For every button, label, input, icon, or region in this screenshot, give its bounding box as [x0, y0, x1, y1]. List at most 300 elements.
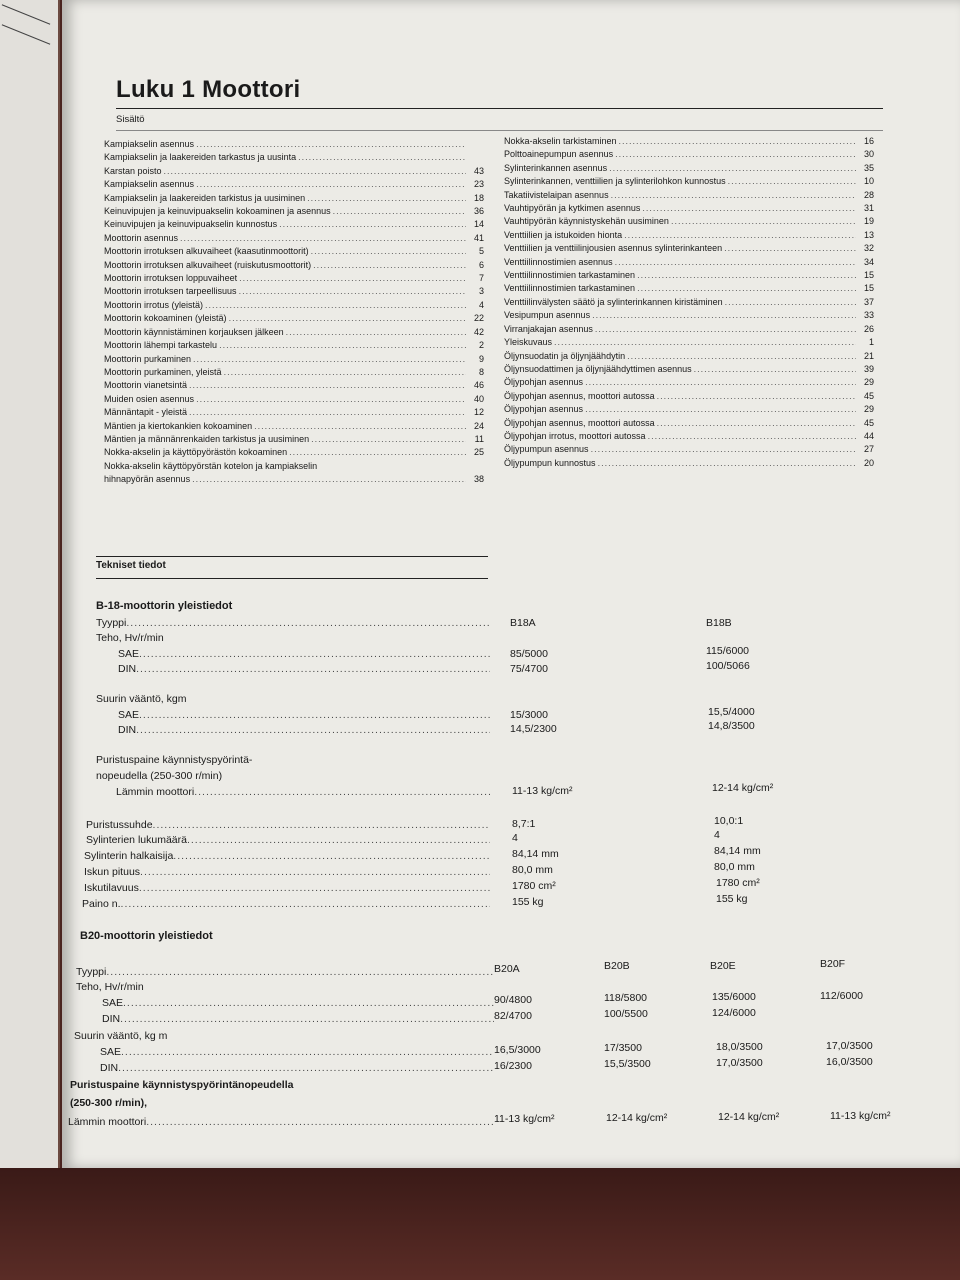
b20-torque-sae-b: 17/3500	[604, 1042, 642, 1054]
facing-page-rule	[2, 24, 51, 44]
b20-heading: B20-moottorin yleistiedot	[80, 930, 213, 942]
toc-entry-label: Öljypohjan asennus	[504, 377, 584, 388]
toc-leader-dots	[611, 189, 856, 202]
b18-bore-label: Sylinterin halkaisija	[84, 850, 174, 862]
b20-torque-sae-label: SAE	[100, 1046, 122, 1058]
toc-entry-page: 36	[473, 206, 484, 217]
b20-type-row	[76, 966, 494, 978]
toc-entry	[504, 229, 874, 242]
toc-entry-page: 27	[863, 444, 874, 455]
b20-torque-sae-e: 18,0/3500	[716, 1041, 763, 1053]
toc-entry-page: 1	[868, 337, 874, 348]
toc-entry	[504, 430, 874, 443]
b18-torque-sae-a: 15/3000	[510, 709, 548, 721]
toc-leader-dots	[289, 446, 466, 459]
toc-entry-page: 18	[473, 192, 484, 203]
toc-leader-dots	[286, 326, 466, 339]
toc-leader-dots	[193, 353, 466, 366]
toc-entry	[104, 339, 484, 352]
toc-entry-label: Polttoainepumpun asennus	[504, 149, 614, 160]
toc-leader-dots	[224, 366, 466, 379]
toc-entry	[104, 205, 484, 218]
toc-entry-page: 9	[478, 353, 484, 364]
toc-entry-page: 16	[863, 136, 874, 146]
b18-power-sae-a: 85/5000	[510, 648, 548, 660]
b18-ratio-row	[86, 819, 490, 831]
toc-entry-label: Takatiivistelaipan asennus	[504, 189, 609, 200]
toc-entry-page: 8	[478, 366, 484, 377]
toc-leader-dots	[239, 285, 466, 298]
b20-din-label: DIN	[102, 1013, 121, 1025]
toc-leader-dots	[657, 390, 856, 403]
toc-leader-dots	[192, 473, 466, 486]
toc-entry-label: Kampiakselin ja laakereiden tarkistus ja uusiminen	[104, 192, 306, 203]
toc-entry	[504, 269, 874, 282]
b18-weight-label: Paino n.	[82, 898, 121, 910]
b20-compression-row	[68, 1116, 494, 1128]
toc-leader-dots	[196, 138, 466, 151]
b20-compression-e: 12-14 kg/cm²	[718, 1111, 780, 1123]
toc-entry	[504, 215, 874, 228]
toc-entry-label: Moottorin asennus	[104, 232, 179, 243]
b18-torque-sae-label: SAE	[118, 709, 140, 721]
toc-entry-label: Yleiskuvaus	[504, 337, 553, 348]
b18-cylinders-row	[86, 834, 490, 846]
toc-leader-dots	[196, 393, 466, 406]
toc-leader-dots	[595, 323, 856, 336]
toc-entry	[104, 393, 484, 406]
toc-entry-page: 11	[474, 433, 484, 444]
b18-power-label: Teho, Hv/r/min	[96, 632, 164, 644]
toc-entry-label: Venttiilien ja venttiilinjousien asennus sylinterinkanteen	[504, 243, 723, 254]
b18-compression-b: 12-14 kg/cm²	[712, 782, 774, 794]
toc-entry-label: Mäntien ja kiertokankien kokoaminen	[104, 420, 253, 431]
toc-entry	[504, 323, 874, 336]
toc-leader-dots	[609, 162, 856, 175]
toc-entry	[504, 175, 874, 188]
toc-entry-label: Mäntien ja männänrenkaiden tarkistus ja uusiminen	[104, 433, 310, 444]
toc-entry-label: Moottorin irrotus (yleistä)	[104, 299, 204, 310]
toc-entry-page: 32	[863, 243, 874, 254]
b18-stroke-b: 80,0 mm	[714, 861, 755, 873]
toc-entry	[504, 376, 874, 389]
b20-torque-din-e: 17,0/3500	[716, 1057, 763, 1069]
b18-warm-engine-label: Lämmin moottori	[116, 786, 195, 798]
toc-entry-label: Sylinterinkannen asennus	[504, 162, 608, 173]
b18-cylinders-b: 4	[714, 829, 720, 841]
toc-leader-dots	[637, 269, 856, 282]
toc-entry	[104, 232, 484, 245]
b18-compression-label-1: Puristuspaine käynnistyspyörintä-	[96, 754, 253, 766]
toc-entry-page: 37	[863, 296, 874, 307]
b18-cylinders-a: 4	[512, 832, 518, 844]
toc-entry-page: 24	[473, 420, 484, 431]
toc-entry	[104, 192, 484, 205]
toc-entry	[504, 135, 874, 148]
toc-leader-dots	[307, 192, 466, 205]
toc-leader-dots	[615, 148, 856, 161]
toc-entry-label: Moottorin kokoaminen (yleistä)	[104, 313, 227, 324]
b20-power-din-e: 124/6000	[712, 1007, 756, 1019]
table-surface	[0, 1168, 960, 1280]
toc-entry-label: Muiden osien asennus	[104, 393, 195, 404]
toc-right-column	[504, 135, 874, 470]
toc-entry-label: Öljypohjan asennus, moottori autossa	[504, 417, 655, 428]
toc-entry-label: Nokka-akselin ja käyttöpyörästön kokoaminen	[104, 447, 288, 458]
toc-entry	[104, 259, 484, 272]
b18-sae-label: SAE	[118, 648, 140, 660]
b20-torque-label: Suurin vääntö, kg m	[74, 1030, 168, 1042]
toc-entry-label: Moottorin vianetsintä	[104, 380, 188, 391]
toc-entry-label: Keinuvipujen ja keinuvipuakselin kunnostus	[104, 219, 278, 230]
b18-weight-a: 155 kg	[512, 896, 544, 908]
b18-model-b: B18B	[706, 617, 732, 629]
toc-entry	[104, 366, 484, 379]
toc-entry-page: 39	[863, 363, 874, 374]
toc-entry	[504, 148, 874, 161]
toc-entry-page: 21	[863, 350, 874, 361]
toc-leader-dots	[298, 151, 466, 164]
toc-entry-page: 3	[478, 286, 484, 297]
toc-leader-dots	[624, 229, 856, 242]
toc-entry-page: 29	[863, 404, 874, 415]
b20-power-sae-f: 112/6000	[820, 990, 864, 1002]
toc-leader-dots	[585, 403, 856, 416]
toc-entry-page: 44	[863, 430, 874, 441]
toc-entry	[504, 417, 874, 430]
toc-entry	[104, 473, 484, 486]
toc-entry	[104, 420, 484, 433]
toc-entry-label: Moottorin purkaminen	[104, 353, 192, 364]
toc-entry	[504, 390, 874, 403]
toc-entry	[504, 309, 874, 322]
toc-entry-label: Öljypohjan asennus, moottori autossa	[504, 390, 655, 401]
b20-power-sae-b: 118/5800	[604, 992, 648, 1004]
b20-power-din-a: 82/4700	[494, 1010, 532, 1022]
toc-leader-dots	[724, 242, 856, 255]
toc-entry	[504, 189, 874, 202]
facing-page-edge	[0, 0, 60, 1180]
toc-entry-label: Öljypohjan irrotus, moottori autossa	[504, 430, 646, 441]
toc-entry-page: 35	[863, 162, 874, 173]
toc-entry-label: Öljypumpun kunnostus	[504, 457, 596, 468]
toc-entry-label: Öljypohjan asennus	[504, 404, 584, 415]
b18-ratio-b: 10,0:1	[714, 815, 744, 827]
section-rule-top	[96, 556, 488, 557]
toc-leader-dots	[205, 299, 466, 312]
toc-entry-label: Moottorin irrotuksen tarpeellisuus	[104, 286, 237, 297]
toc-entry	[504, 443, 874, 456]
toc-entry	[504, 242, 874, 255]
toc-leader-dots	[333, 205, 466, 218]
toc-entry-label: Moottorin irrotuksen alkuvaiheet (ruiskutusmoottorit)	[104, 259, 312, 270]
toc-leader-dots	[196, 178, 466, 191]
b18-ratio-label: Puristussuhde	[86, 819, 153, 831]
toc-entry-page: 31	[863, 203, 874, 214]
toc-leader-dots	[189, 406, 466, 419]
toc-leader-dots	[648, 430, 856, 443]
b18-ratio-a: 8,7:1	[512, 818, 536, 830]
toc-entry-page: 25	[473, 447, 484, 458]
toc-entry-label: Öljynsuodatin ja öljynjäähdytin	[504, 350, 626, 361]
toc-entry	[104, 379, 484, 392]
toc-leader-dots	[313, 259, 466, 272]
toc-entry	[104, 285, 484, 298]
b18-bore-row	[84, 850, 490, 862]
b18-compression-row	[116, 786, 490, 798]
toc-entry	[104, 312, 484, 325]
toc-leader-dots	[554, 336, 856, 349]
toc-entry	[504, 457, 874, 470]
toc-leader-dots	[671, 215, 856, 228]
toc-entry-label: Venttiilinvälysten säätö ja sylinterinkannen kiristäminen	[504, 296, 723, 307]
toc-leader-dots	[311, 245, 466, 258]
toc-entry-label: Kampiakselin asennus	[104, 179, 195, 190]
toc-leader-dots	[728, 175, 856, 188]
toc-leader-dots	[164, 165, 466, 178]
b18-heading: B-18-moottorin yleistiedot	[96, 600, 233, 612]
b18-torque-sae-row	[118, 709, 490, 721]
b18-din-label: DIN	[118, 663, 137, 675]
b20-power-label: Teho, Hv/r/min	[76, 981, 144, 993]
toc-leader-dots	[591, 443, 856, 456]
b18-displacement-a: 1780 cm²	[512, 880, 556, 892]
toc-entry-page: 19	[863, 216, 874, 227]
b18-weight-row	[82, 898, 490, 910]
b18-torque-din-row	[118, 724, 490, 736]
b18-compression-label-2: nopeudella (250-300 r/min)	[96, 770, 223, 782]
toc-entry	[104, 406, 484, 419]
toc-entry	[104, 299, 484, 312]
toc-leader-dots	[637, 282, 856, 295]
b20-torque-din-b: 15,5/3500	[604, 1058, 651, 1070]
b18-stroke-label: Iskun pituus	[84, 866, 141, 878]
toc-entry	[504, 403, 874, 416]
specs-section-title: Tekniset tiedot	[96, 560, 166, 571]
b18-power-sae-row	[118, 648, 490, 660]
toc-entry-page: 46	[473, 380, 484, 391]
toc-entry	[104, 138, 484, 151]
toc-leader-dots	[694, 363, 856, 376]
toc-entry-page: 30	[863, 149, 874, 160]
b20-torque-din-f: 16,0/3500	[826, 1056, 873, 1068]
chapter-title: Luku 1 Moottori	[116, 76, 301, 103]
b20-torque-din-label: DIN	[100, 1062, 119, 1074]
toc-entry-page: 26	[863, 323, 874, 334]
toc-entry-page: 12	[473, 407, 484, 418]
toc-entry	[504, 202, 874, 215]
b18-torque-label: Suurin vääntö, kgm	[96, 693, 187, 705]
toc-leader-dots	[254, 420, 466, 433]
toc-entry	[104, 326, 484, 339]
toc-entry	[504, 162, 874, 175]
toc-leader-dots	[229, 312, 466, 325]
b18-compression-a: 11-13 kg/cm²	[512, 785, 573, 797]
toc-entry-page: 15	[863, 270, 874, 281]
toc-entry-page: 23	[473, 179, 484, 190]
toc-entry	[104, 460, 484, 473]
b18-power-din-a: 75/4700	[510, 663, 548, 675]
toc-leader-dots	[619, 135, 856, 148]
b18-cylinders-label: Sylinterien lukumäärä	[86, 834, 187, 846]
toc-entry-page: 10	[863, 176, 874, 187]
section-rule-bottom	[96, 578, 488, 579]
toc-left-column	[104, 138, 484, 487]
toc-entry-label: Moottorin käynnistäminen korjauksen jälkeen	[104, 326, 284, 337]
toc-entry	[104, 165, 484, 178]
toc-entry-label: Venttiilinnostimien asennus	[504, 256, 613, 267]
toc-entry-label: Venttiilinnostimien tarkastaminen	[504, 270, 636, 281]
toc-entry-label: Moottorin irrotuksen alkuvaiheet (kaasutinmoottorit)	[104, 246, 309, 257]
toc-entry-label: Nokka-akselin tarkistaminen	[504, 136, 617, 146]
toc-entry-page: 14	[473, 219, 484, 230]
b18-stroke-row	[84, 866, 490, 878]
b18-model-a: B18A	[510, 617, 536, 629]
toc-entry-page: 45	[863, 417, 874, 428]
toc-entry	[504, 296, 874, 309]
toc-entry-page: 13	[863, 229, 874, 240]
b18-weight-b: 155 kg	[716, 893, 748, 905]
b20-warm-engine-label: Lämmin moottori	[68, 1116, 147, 1128]
toc-entry-label: Karstan poisto	[104, 165, 162, 176]
toc-entry	[104, 446, 484, 459]
toc-entry-label: Kampiakselin asennus	[104, 139, 195, 149]
toc-leader-dots	[585, 376, 856, 389]
toc-entry	[104, 245, 484, 258]
toc-entry-label: Moottorin lähempi tarkastelu	[104, 340, 218, 351]
toc-entry	[104, 218, 484, 231]
b18-displacement-b: 1780 cm²	[716, 877, 760, 889]
toc-entry-label: Keinuvipujen ja keinuvipuakselin kokoaminen ja asennus	[104, 206, 331, 217]
toc-entry-page: 22	[473, 313, 484, 324]
toc-entry-label: Männäntapit - yleistä	[104, 407, 188, 418]
toc-entry-label: Öljypumpun asennus	[504, 444, 589, 455]
toc-entry-page: 34	[863, 256, 874, 267]
b20-model-a: B20A	[494, 963, 520, 975]
b20-power-sae-row	[102, 997, 494, 1009]
toc-leader-dots	[189, 379, 466, 392]
b20-compression-label-2: (250-300 r/min),	[70, 1097, 148, 1109]
b20-torque-din-row	[100, 1062, 494, 1074]
toc-entry-page: 45	[863, 390, 874, 401]
toc-leader-dots	[657, 417, 856, 430]
toc-leader-dots	[311, 433, 466, 446]
toc-entry-label: Vauhtipyörän ja kytkimen asennus	[504, 203, 641, 214]
toc-entry	[504, 256, 874, 269]
b20-torque-sae-row	[100, 1046, 494, 1058]
b18-type-row	[96, 617, 490, 629]
toc-entry-page: 5	[478, 246, 484, 257]
toc-entry-page: 20	[863, 457, 874, 468]
b18-power-din-row	[118, 663, 490, 675]
b20-power-din-row	[102, 1013, 494, 1025]
b18-stroke-a: 80,0 mm	[512, 864, 553, 876]
toc-entry-label: Moottorin irrotuksen loppuvaiheet	[104, 273, 238, 284]
toc-leader-dots	[592, 309, 856, 322]
toc-entry-page: 7	[478, 273, 484, 284]
toc-entry-label: Venttiilinnostimien tarkastaminen	[504, 283, 636, 294]
b20-model-f: B20F	[820, 958, 846, 970]
b20-power-sae-a: 90/4800	[494, 994, 532, 1006]
b20-sae-label: SAE	[102, 997, 124, 1009]
toc-entry-page: 15	[863, 283, 874, 294]
b18-torque-din-a: 14,5/2300	[510, 723, 557, 735]
toc-entry-label: Sylinterinkannen, venttiilien ja sylinterilohkon kunnostus	[504, 176, 726, 187]
b18-displacement-label: Iskutilavuus	[84, 882, 139, 894]
b18-bore-a: 84,14 mm	[512, 848, 559, 860]
b20-compression-b: 12-14 kg/cm²	[606, 1112, 668, 1124]
b18-torque-din-b: 14,8/3500	[708, 720, 755, 732]
toc-entry-page: 28	[863, 189, 874, 200]
facing-page-rule	[2, 4, 51, 24]
toc-entry	[104, 272, 484, 285]
toc-entry	[504, 336, 874, 349]
b20-torque-sae-a: 16,5/3000	[494, 1044, 541, 1056]
toc-entry-page: 41	[473, 232, 484, 243]
toc-entry	[104, 433, 484, 446]
toc-leader-dots	[627, 350, 856, 363]
b18-power-din-b: 100/5066	[706, 660, 750, 672]
toc-leader-dots	[615, 256, 856, 269]
toc-entry	[504, 350, 874, 363]
toc-leader-dots	[239, 272, 466, 285]
b18-type-label: Tyyppi	[96, 617, 127, 629]
toc-entry-page: 43	[473, 165, 484, 176]
b18-bore-b: 84,14 mm	[714, 845, 761, 857]
b20-power-din-b: 100/5500	[604, 1008, 648, 1020]
toc-leader-dots	[725, 296, 856, 309]
contents-label: Sisältö	[116, 114, 145, 125]
toc-entry-label: Virranjakajan asennus	[504, 323, 593, 334]
b20-model-e: B20E	[710, 960, 736, 972]
toc-entry	[104, 178, 484, 191]
b20-type-label: Tyyppi	[76, 966, 107, 978]
toc-entry-page: 38	[473, 474, 484, 485]
toc-entry-label: Öljynsuodattimen ja öljynjäähdyttimen asennus	[504, 363, 692, 374]
title-rule	[116, 108, 883, 109]
b18-displacement-row	[84, 882, 490, 894]
toc-entry-page: 2	[478, 340, 484, 351]
toc-entry-label: hihnapyörän asennus	[104, 474, 191, 485]
toc-entry-label: Vauhtipyörän käynnistyskehän uusiminen	[504, 216, 669, 227]
toc-entry-label: Moottorin purkaminen, yleistä	[104, 366, 222, 377]
toc-entry-page: 6	[478, 259, 484, 270]
b18-power-sae-b: 115/6000	[706, 645, 750, 657]
toc-entry	[504, 282, 874, 295]
b18-torque-sae-b: 15,5/4000	[708, 706, 755, 718]
toc-entry-label: Kampiakselin ja laakereiden tarkastus ja uusinta	[104, 152, 297, 163]
toc-entry-page: 40	[473, 393, 484, 404]
contents-rule	[116, 130, 883, 131]
b20-torque-sae-f: 17,0/3500	[826, 1040, 873, 1052]
toc-leader-dots	[180, 232, 466, 245]
toc-leader-dots	[642, 202, 856, 215]
toc-entry-page: 33	[863, 310, 874, 321]
b20-model-b: B20B	[604, 960, 630, 972]
toc-leader-dots	[279, 218, 466, 231]
b20-compression-a: 11-13 kg/cm²	[494, 1113, 555, 1125]
toc-entry-label: Vesipumpun asennus	[504, 310, 591, 321]
toc-entry-page: 29	[863, 377, 874, 388]
toc-entry-label: Venttiilien ja istukoiden hionta	[504, 229, 623, 240]
b18-torque-din-label: DIN	[118, 724, 137, 736]
toc-entry-page: 42	[473, 326, 484, 337]
b20-power-sae-e: 135/6000	[712, 991, 756, 1003]
b20-compression-label-1: Puristuspaine käynnistyspyörintänopeudella	[70, 1079, 294, 1091]
toc-leader-dots	[598, 457, 856, 470]
toc-leader-dots	[219, 339, 466, 352]
toc-entry-label: Nokka-akselin käyttöpyörstän kotelon ja kampiakselin	[104, 460, 318, 471]
